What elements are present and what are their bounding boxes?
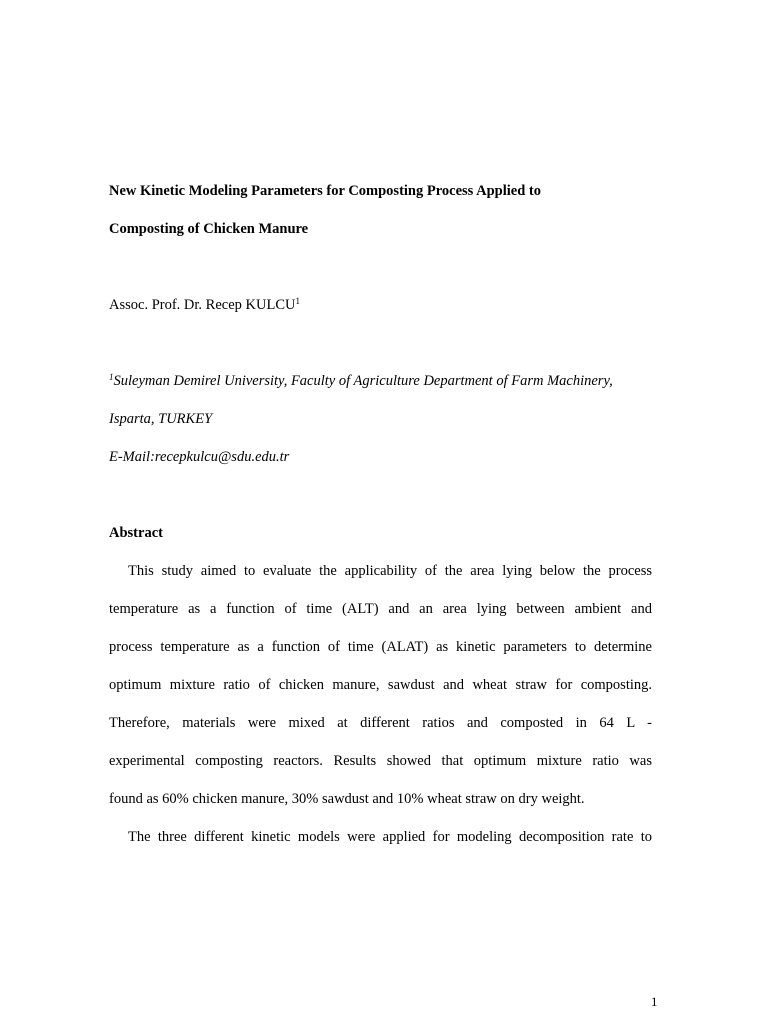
paper-title-line-1: New Kinetic Modeling Parameters for Composting Process Applied to (109, 183, 541, 199)
abstract-heading: Abstract (109, 525, 163, 541)
paper-title-line-2: Composting of Chicken Manure (109, 221, 309, 237)
abstract-line-4: optimum mixture ratio of chicken manure, sawdust and wheat straw for composting. (109, 677, 652, 693)
author-email: E-Mail:recepkulcu@sdu.edu.tr (109, 449, 290, 465)
affiliation-line-2: Isparta, TURKEY (109, 411, 213, 427)
page-number: 1 (651, 994, 658, 1009)
abstract-line-2: temperature as a function of time (ALT) and an area lying between ambient and (109, 601, 652, 617)
affiliation-mark: 1 (109, 372, 114, 382)
affiliation-text: Suleyman Demirel University, Faculty of Agriculture Department of Farm Machinery, (113, 373, 613, 389)
author-affiliation-mark: 1 (295, 296, 300, 306)
abstract-line-8: The three different kinetic models were applied for modeling decomposition rate to (128, 829, 652, 845)
abstract-line-5: Therefore, materials were mixed at different ratios and composted in 64 L - (109, 715, 652, 731)
abstract-line-1: This study aimed to evaluate the applicability of the area lying below the process (128, 563, 652, 579)
author-name: Assoc. Prof. Dr. Recep KULCU (109, 297, 296, 313)
abstract-line-7: found as 60% chicken manure, 30% sawdust and 10% wheat straw on dry weight. (109, 791, 585, 807)
abstract-line-3: process temperature as a function of time (ALAT) as kinetic parameters to determine (109, 639, 652, 655)
abstract-line-6: experimental composting reactors. Results showed that optimum mixture ratio was (109, 753, 652, 769)
affiliation-line-1 (109, 372, 613, 390)
author-line (109, 296, 300, 314)
